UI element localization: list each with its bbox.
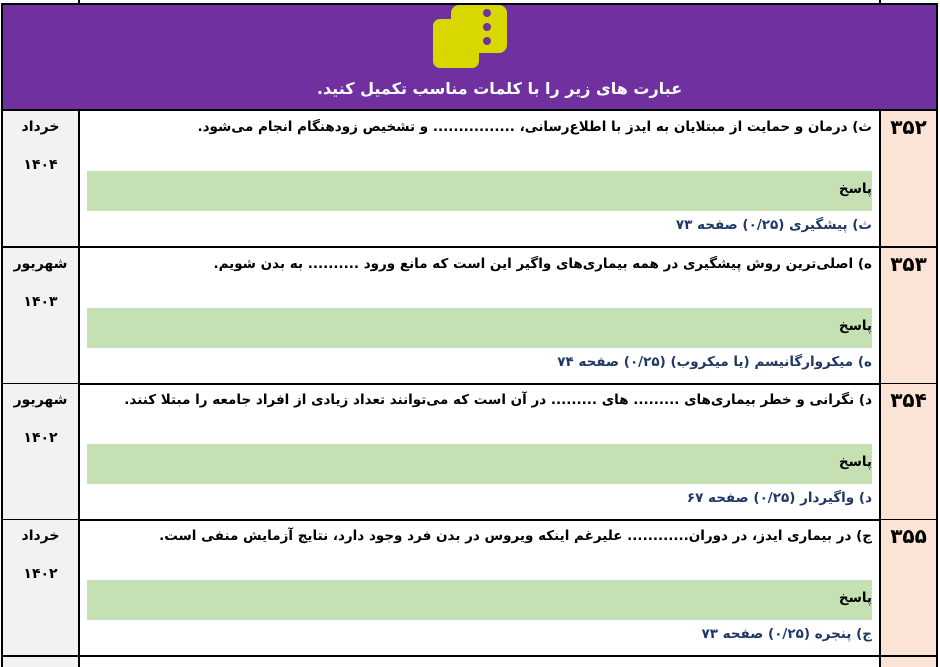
- exam-month: شهریور: [13, 256, 68, 272]
- question-text: ث) درمان و حمایت از مبتلایان به ایدز با اطلاع‌رسانی، ................ و تشخیص زودهنگام انجام می‌شود.: [197, 119, 872, 135]
- question-number: ۳۵۵: [879, 520, 936, 655]
- exam-date: [3, 384, 80, 519]
- next-row: [1, 657, 938, 667]
- question-number: ۳۵۳: [879, 248, 936, 383]
- exam-date: [3, 111, 80, 246]
- exam-month: خرداد: [21, 119, 60, 135]
- question-number: [879, 657, 936, 667]
- question-row: [1, 248, 938, 385]
- question-row: [1, 384, 938, 521]
- section-title: عبارت های زیر را با کلمات مناسب تکمیل کنید.: [316, 79, 683, 98]
- exam-date: [3, 657, 80, 667]
- exam-year: ۱۴۰۳: [23, 294, 58, 310]
- exam-month: خرداد: [21, 528, 60, 544]
- question-number: ۳۵۲: [879, 111, 936, 246]
- answer-text: ه) میکروارگانیسم (یا میکروب) (۰/۲۵) صفحه ۷۴: [557, 354, 872, 370]
- exam-date: [3, 520, 80, 655]
- question-number: ۳۵۴: [879, 384, 936, 519]
- answer-label: پاسخ: [87, 444, 872, 484]
- document-icon: [433, 5, 508, 68]
- question-text: ج) در بیماری ایدز، در دوران............ علیرغم اینکه ویروس در بدن فرد وجود دارد، نتایج آزمایش منفی است.: [159, 528, 872, 544]
- answer-text: د) واگیردار (۰/۲۵) صفحه ۶۷: [686, 490, 872, 506]
- section-header: [1, 3, 938, 111]
- question-row: [1, 111, 938, 248]
- exam-year: ۱۴۰۲: [23, 566, 58, 582]
- question-text: ه) اصلی‌ترین روش پیشگیری در همه بیماری‌های واگیر این است که مانع ورود .......... به بدن شویم.: [213, 256, 872, 272]
- answer-label: پاسخ: [87, 580, 872, 620]
- exam-year: ۱۴۰۴: [23, 157, 58, 173]
- exam-date: [3, 248, 80, 383]
- question-text: د) نگرانی و خطر بیماری‌های ......... های ......... در آن است که می‌توانند تعداد زیادی از افراد جامعه را مبتلا کنند.: [124, 392, 872, 408]
- answer-text: ث) پیشگیری (۰/۲۵) صفحه ۷۳: [675, 217, 872, 233]
- answer-text: ج) پنجره (۰/۲۵) صفحه ۷۳: [701, 626, 872, 642]
- question-row: [1, 520, 938, 657]
- answer-label: پاسخ: [87, 308, 872, 348]
- answer-label: پاسخ: [87, 171, 872, 211]
- exam-year: ۱۴۰۲: [23, 430, 58, 446]
- exam-month: شهریور: [13, 392, 68, 408]
